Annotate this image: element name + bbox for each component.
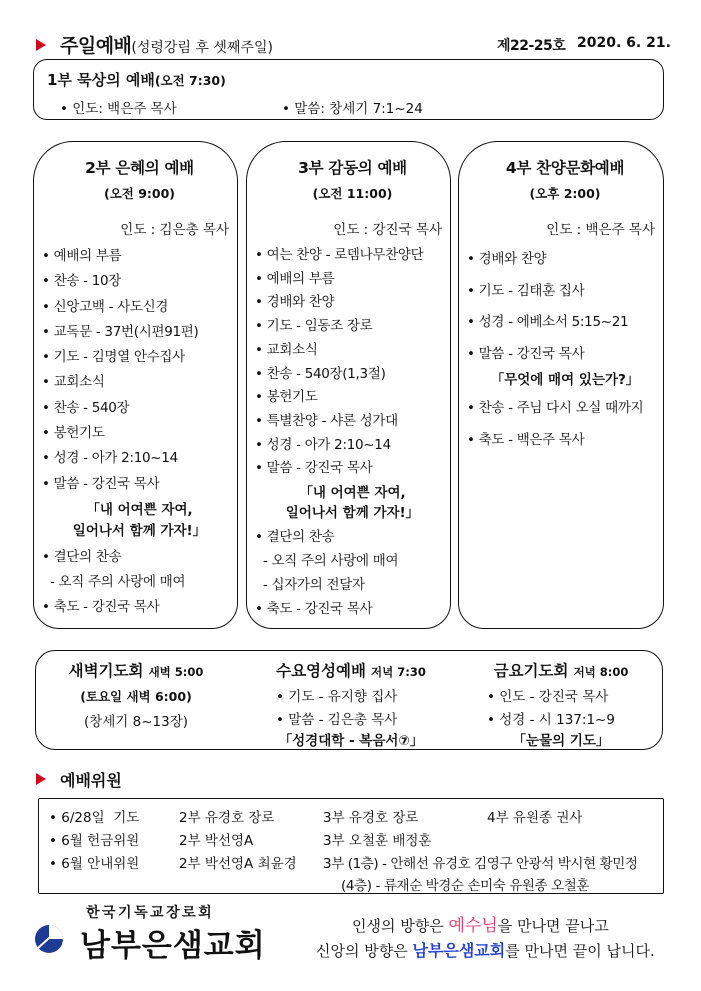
service4-time: (오후 2:00) bbox=[529, 186, 601, 201]
staff-cell: 2부 유경호 장로 bbox=[179, 810, 275, 826]
friday-theme: 「눈물의 기도」 bbox=[512, 733, 610, 749]
service2-item: • 성경 - 아가 2:10~14 bbox=[42, 450, 178, 467]
service3-item: • 교회소식 bbox=[255, 341, 318, 358]
service2-after-item: • 결단의 찬송 bbox=[42, 548, 122, 565]
service2-item: • 찬송 - 10장 bbox=[42, 273, 122, 290]
slogan1-post: 을 만나면 끝나고 bbox=[497, 917, 609, 935]
service3-item: • 기도 - 임동조 장로 bbox=[255, 318, 373, 335]
staff-box bbox=[38, 798, 664, 894]
wednesday-theme: 「성경대학 - 복음서⑦」 bbox=[278, 733, 424, 749]
weekday-box bbox=[35, 650, 663, 750]
slogan-line1 bbox=[352, 911, 609, 936]
service3-leader: 인도 : 강진국 목사 bbox=[333, 222, 442, 238]
service3-item: • 성경 - 아가 2:10~14 bbox=[255, 436, 391, 453]
staff-cell: 3부 (1층) - 안해선 유경호 김영구 안광석 박시현 황민정 bbox=[323, 856, 638, 872]
dawn-heading bbox=[36, 659, 236, 681]
slogan1-highlight: 예수님 bbox=[448, 916, 498, 936]
service4-item: • 성경 - 에베소서 5:15~21 bbox=[467, 314, 629, 330]
staff-cell: 3부 유경호 장로 bbox=[323, 810, 419, 826]
page-title bbox=[60, 31, 273, 58]
wednesday-heading bbox=[246, 659, 456, 681]
service2-item: • 찬송 - 540장 bbox=[42, 399, 130, 416]
service3-item: • 봉헌기도 bbox=[255, 389, 318, 406]
service3-item: • 예배의 부름 bbox=[255, 270, 335, 287]
staff-cell: 2부 박선영A 최윤경 bbox=[179, 856, 297, 872]
friday-leader: • 인도 - 강진국 목사 bbox=[487, 689, 609, 705]
church-name: 남부은샘교회 bbox=[80, 928, 266, 964]
dawn-text: (창세기 8~13장) bbox=[83, 714, 189, 730]
service4-box bbox=[458, 141, 664, 629]
service2-title: 2부 은혜의 예배 bbox=[85, 159, 194, 177]
service2-leader: 인도 : 김은총 목사 bbox=[120, 222, 229, 238]
service3-after-item: - 십자가의 전달자 bbox=[255, 577, 365, 594]
header-bullet-icon bbox=[36, 39, 46, 51]
slogan2-highlight: 남부은샘교회 bbox=[412, 941, 506, 960]
service4-leader: 인도 : 백은주 목사 bbox=[546, 222, 655, 238]
service2-after-item: - 오직 주의 사랑에 매여 bbox=[42, 573, 186, 590]
staff-bullet-icon bbox=[36, 773, 46, 785]
slogan-line2 bbox=[316, 938, 655, 961]
service4-quote: 「무엇에 매여 있는가?」 bbox=[490, 372, 640, 388]
service3-item: • 특별찬양 - 샤론 성가대 bbox=[255, 412, 398, 429]
service3-after-item: • 축도 - 강진국 목사 bbox=[255, 601, 373, 618]
service3-item: • 말씀 - 강진국 목사 bbox=[255, 460, 373, 477]
service3-item: • 경배와 찬양 bbox=[255, 294, 335, 311]
staff-label: • 6월 안내위원 bbox=[49, 856, 140, 872]
friday-title: 금요기도회 bbox=[493, 662, 569, 680]
staff-cell: 3부 오철훈 배정훈 bbox=[323, 833, 432, 849]
service3-quote-line1: 「내 어여쁜 자여, bbox=[299, 485, 406, 502]
service4-after-item: • 찬송 - 주님 다시 오실 때까지 bbox=[467, 400, 644, 416]
service1-sermon: • 말씀: 창세기 7:1~24 bbox=[282, 101, 423, 117]
service3-item: • 여는 찬양 - 로뎀나무찬양단 bbox=[255, 247, 424, 263]
wednesday-sermon: • 말씀 - 김은총 목사 bbox=[276, 712, 398, 728]
service1-title: 1부 묵상의 예배 bbox=[47, 71, 155, 89]
service2-after-item: • 축도 - 강진국 목사 bbox=[42, 598, 160, 615]
service1-time: (오전 7:30) bbox=[154, 73, 226, 88]
dawn-time: 새벽 5:00 bbox=[148, 665, 204, 679]
slogan2-post: 를 만나면 끝이 납니다. bbox=[505, 942, 655, 960]
service3-quote-line2: 일어나서 함께 가자!」 bbox=[285, 505, 420, 522]
service2-item: • 교독문 - 37번(시편91편) bbox=[42, 323, 199, 340]
service4-item: • 기도 - 김태훈 집사 bbox=[467, 282, 585, 299]
service2-item: • 기도 - 김명열 안수집사 bbox=[42, 349, 185, 366]
service3-after-item: - 오직 주의 사랑에 매여 bbox=[255, 553, 399, 570]
service3-box bbox=[246, 141, 451, 629]
service2-time: (오전 9:00) bbox=[103, 186, 176, 201]
service2-item: • 예배의 부름 bbox=[42, 248, 122, 264]
staff-cell: (4층) - 류재순 박경순 손미숙 유원종 오철훈 bbox=[341, 878, 589, 894]
friday-text: • 성경 - 시 137:1~9 bbox=[487, 712, 615, 728]
service2-item: • 교회소식 bbox=[42, 374, 105, 391]
staff-title: 예배위원 bbox=[60, 771, 122, 790]
issue-date: 2020. 6. 21. bbox=[577, 35, 671, 51]
service3-after-item: • 결단의 찬송 bbox=[255, 529, 335, 546]
staff-cell: 2부 박선영A bbox=[179, 833, 254, 849]
friday-time: 저녁 8:00 bbox=[573, 665, 629, 679]
denomination-name: 한국기독교장로회 bbox=[86, 905, 215, 921]
service2-box bbox=[33, 141, 238, 629]
dawn-saturday: (토요일 새벽 6:00) bbox=[80, 689, 192, 704]
staff-cell: 4부 유원종 권사 bbox=[487, 810, 583, 826]
subtitle-text: (성령강림 후 셋째주일) bbox=[131, 40, 273, 56]
slogan1-pre: 인생의 방향은 bbox=[352, 917, 449, 935]
service2-item: • 신앙고백 - 사도신경 bbox=[42, 298, 169, 315]
wednesday-title: 수요영성예배 bbox=[276, 662, 366, 680]
title-text: 주일예배 bbox=[60, 35, 132, 57]
issue-number: 제22-25호 bbox=[497, 38, 566, 54]
service1-leader: • 인도: 백은주 목사 bbox=[60, 101, 177, 117]
service2-item: • 봉헌기도 bbox=[42, 425, 105, 442]
service1-heading bbox=[47, 69, 226, 90]
friday-heading bbox=[461, 659, 661, 681]
service3-item: • 찬송 - 540장(1,3절) bbox=[255, 365, 386, 382]
service2-item: • 말씀 - 강진국 목사 bbox=[42, 475, 160, 492]
staff-label: • 6월 헌금위원 bbox=[49, 833, 140, 849]
dawn-title: 새벽기도회 bbox=[68, 662, 144, 680]
service2-quote-line2: 일어나서 함께 가자!」 bbox=[72, 522, 207, 539]
wednesday-time: 저녁 7:30 bbox=[371, 665, 426, 679]
service4-title: 4부 찬양문화예배 bbox=[505, 159, 625, 177]
service1-box bbox=[33, 59, 664, 120]
service2-quote-line1: 「내 어여쁜 자여, bbox=[86, 501, 193, 518]
slogan2-pre: 신앙의 방향은 bbox=[316, 942, 413, 960]
service4-after-item: • 축도 - 백은주 목사 bbox=[467, 431, 585, 448]
staff-label: • 6/28일 기도 bbox=[49, 810, 140, 826]
church-logo-icon bbox=[34, 924, 64, 954]
service3-title: 3부 감동의 예배 bbox=[298, 159, 407, 177]
wednesday-leader: • 기도 - 유지향 집사 bbox=[276, 689, 398, 705]
service3-time: (오전 11:00) bbox=[312, 186, 393, 201]
service4-item: • 말씀 - 강진국 목사 bbox=[467, 345, 585, 362]
service4-item: • 경배와 찬양 bbox=[467, 251, 547, 267]
